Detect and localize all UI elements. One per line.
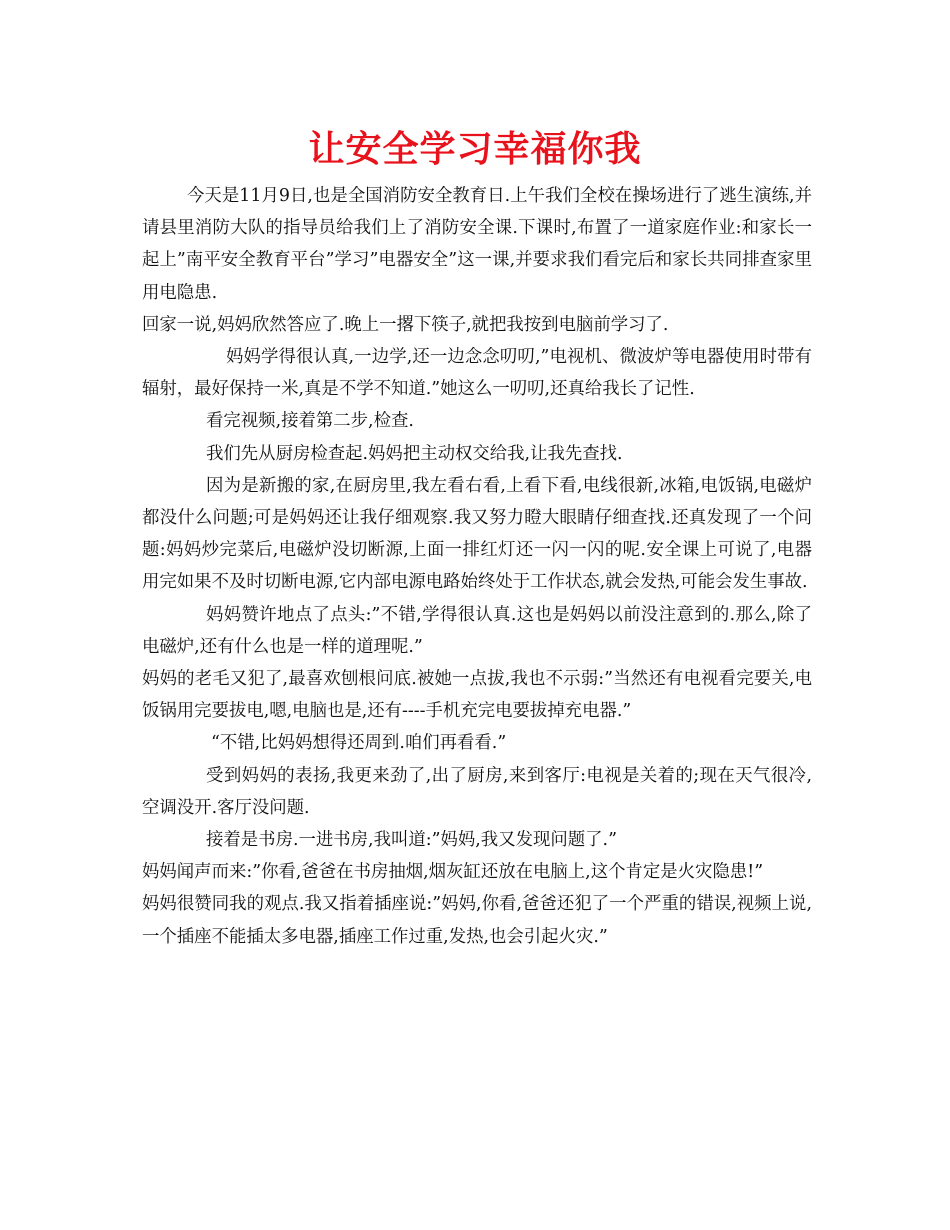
document-body: [142, 180, 812, 953]
paragraph: 受到妈妈的表扬,我更来劲了,出了厨房,来到客厅:电视是关着的;现在天气很冷,空调没开.客厅没问题.: [142, 765, 812, 818]
paragraph: 我们先从厨房检查起.妈妈把主动权交给我,让我先查找.: [206, 443, 623, 464]
paragraph: 因为是新搬的家,在厨房里,我左看右看,上看下看,电线很新,冰箱,电饭锅,电磁炉都没什么问题;可是妈妈还让我仔细观察.我又努力瞪大眼睛仔细查找.还真发现了一个问题:妈妈炒完菜后,电磁炉没切断源,上面一排红灯还一闪一闪的呢.安全课上可说了,电器用完如果不及时切断电源,它内部电源电路始终处于工作状态,就会发热,可能会发生事故.: [142, 475, 812, 593]
paragraph: 妈妈闻声而来:”你看,爸爸在书房抽烟,烟灰缸还放在电脑上,这个肯定是火灾隐患!”: [142, 862, 764, 883]
paragraph: 妈妈赞许地点了点头:”不错,学得很认真.这也是妈妈以前没注意到的.那么,除了电磁炉,还有什么也是一样的道理呢.”: [142, 604, 812, 657]
document-title: 让安全学习幸福你我: [308, 128, 642, 170]
paragraph: 回家一说,妈妈欣然答应了.晚上一撂下筷子,就把我按到电脑前学习了.: [142, 314, 669, 335]
paragraph: 看完视频,接着第二步,检查.: [206, 411, 414, 432]
paragraph: 妈妈学得很认真,一边学,还一边念念叨叨,”电视机、微波炉等电器使用时带有辐射，最好保持一米,真是不学不知道.”她这么一叨叨,还真给我长了记性.: [142, 347, 812, 400]
paragraph: 接着是书房.一进书房,我叫道:”妈妈,我又发现问题了.”: [206, 830, 617, 851]
paragraph: 今天是11月9日,也是全国消防安全教育日.上午我们全校在操场进行了逃生演练,并请县里消防大队的指导员给我们上了消防安全课.下课时,布置了一道家庭作业:和家长一起上”南平安全教育平台”学习”电器安全”这一课,并要求我们看完后和家长共同排查家里用电隐患.: [142, 186, 812, 303]
paragraph: 妈妈的老毛又犯了,最喜欢刨根问底.被她一点拔,我也不示弱:”当然还有电视看完要关,电饭锅用完要拔电,嗯,电脑也是,还有----手机充完电要拔掉充电器.”: [142, 669, 812, 722]
paragraph: 妈妈很赞同我的观点.我又指着插座说:”妈妈,你看,爸爸还犯了一个严重的错误,视频上说,一个插座不能插太多电器,插座工作过重,发热,也会引起火灾.”: [142, 894, 812, 947]
paragraph: “不错,比妈妈想得还周到.咱们再看看.”: [211, 733, 507, 754]
